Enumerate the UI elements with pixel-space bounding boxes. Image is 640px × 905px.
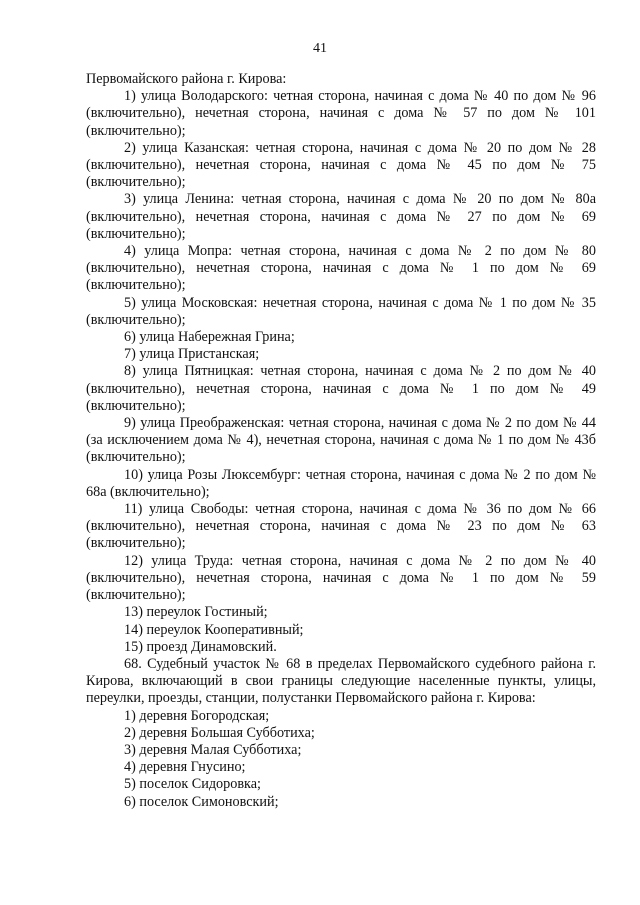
list-item: 2) деревня Большая Субботиха; (124, 724, 315, 741)
list-item: 5) поселок Сидоровка; (124, 776, 261, 793)
list-item: 11) улица Свободы: четная сторона, начиная с дома № 36 по дом № 66 (включительно), нечетная сторона, начиная с дома № 23 по дом № 63 (включительно); (86, 501, 596, 552)
list-item: 5) улица Московская: нечетная сторона, начиная с дома № 1 по дом № 35 (включительно); (86, 294, 596, 328)
list-item: 13) переулок Гостиный; (124, 604, 268, 621)
list-item: 2) улица Казанская: четная сторона, начиная с дома № 20 по дом № 28 (включительно), нечетная сторона, начиная с дома № 45 по дом № 75 (включительно); (86, 139, 596, 191)
list-item: 14) переулок Кооперативный; (124, 621, 304, 638)
list-item: 8) улица Пятницкая: четная сторона, начиная с дома № 2 по дом № 40 (включительно), нечетная сторона, начиная с дома № 1 по дом № 49 (включительно); (86, 363, 596, 414)
list-item: 10) улица Розы Люксембург: четная сторона, начиная с дома № 2 по дом № 68а (включительно); (86, 466, 596, 500)
list-item: 3) улица Ленина: четная сторона, начиная с дома № 20 по дом № 80а (включительно), нечетная сторона, начиная с дома № 27 по дом № 69 (включительно); (86, 191, 596, 242)
list-item: 1) улица Володарского: четная сторона, начиная с дома № 40 по дом № 96 (включительно), нечетная сторона, начиная с дома № 57 по дом № 101 (включительно); (86, 88, 596, 139)
list-item: 3) деревня Малая Субботиха; (124, 741, 302, 758)
list-item: 9) улица Преображенская: четная сторона, начиная с дома № 2 по дом № 44 (за исключением дома № 4), нечетная сторона, начиная с дома № 1 по дом № 43б (включительно); (86, 415, 596, 466)
page-number: 41 (313, 41, 327, 56)
list-item: 15) проезд Динамовский. (124, 638, 277, 655)
list-item: 4) деревня Гнусино; (124, 759, 246, 776)
list-item: 12) улица Труда: четная сторона, начиная с дома № 2 по дом № 40 (включительно), нечетная сторона, начиная с дома № 1 по дом № 59 (включительно); (86, 552, 596, 604)
intro-line: Первомайского района г. Кирова: (86, 71, 287, 87)
list-item: 4) улица Мопра: четная сторона, начиная с дома № 2 по дом № 80 (включительно), нечетная сторона, начиная с дома № 1 по дом № 69 (включительно); (86, 243, 596, 294)
list-item: 6) улица Набережная Грина; (124, 329, 295, 346)
document-body (86, 71, 596, 811)
list-item: 6) поселок Симоновский; (124, 793, 279, 810)
list-item: 1) деревня Богородская; (124, 707, 270, 724)
list-item: 7) улица Пристанская; (124, 346, 260, 363)
section-68-paragraph: 68. Судебный участок № 68 в пределах Первомайского судебного района г. Кирова, включающий в свои границы следующие населенные пункты, улицы, переулки, проезды, станции, полустанки Первомайского района г. Кирова: (86, 655, 596, 707)
